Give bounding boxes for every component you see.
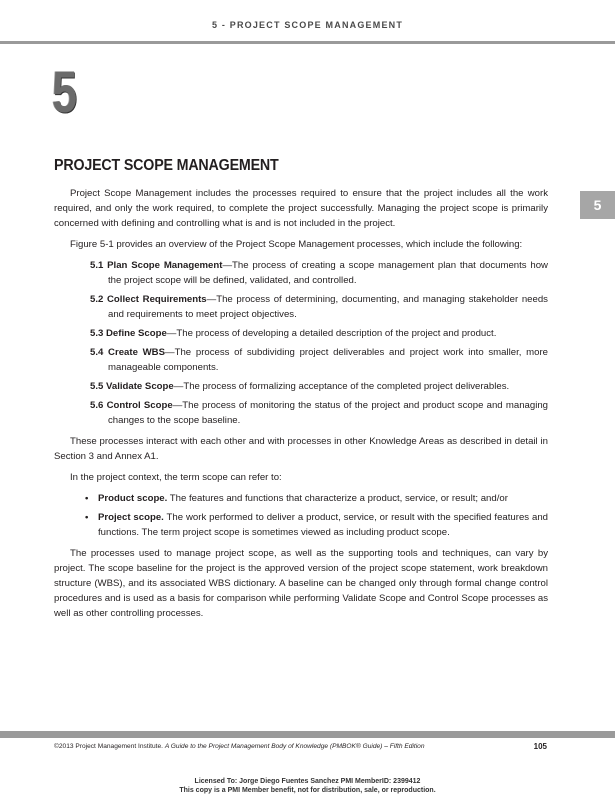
process-item	[54, 345, 548, 375]
process-term: 5.2 Collect Requirements	[90, 294, 207, 305]
bullet-description: The features and functions that characterize a product, service, or result; and/or	[167, 493, 508, 504]
overview-paragraph: Figure 5-1 provides an overview of the Project Scope Management processes, which include the following:	[70, 239, 523, 250]
process-term: 5.4 Create WBS	[90, 347, 166, 358]
copyright-holder: ©2013 Project Management Institute.	[54, 743, 163, 750]
license-line: Licensed To: Jorge Diego Fuentes Sanchez PMI MemberID: 2399412	[194, 778, 421, 785]
scope-bullet-list	[54, 491, 548, 540]
running-header: 5 - PROJECT SCOPE MANAGEMENT	[211, 20, 404, 30]
process-description: —The process of creating a scope management plan that documents how the project scope will be defined, validated, and controlled.	[108, 260, 548, 286]
bullet-icon: •	[85, 512, 89, 523]
process-list	[54, 258, 548, 428]
intro-paragraph: Project Scope Management includes the processes required to ensure that the project includes all the work required, and only the work required, to complete the project successfully. Managing the project scope is primarily concerned with defining and controlling what is and is not included in the project.	[54, 188, 548, 229]
bullet-term: Product scope.	[98, 493, 168, 504]
chapter-thumb-tab: 5	[580, 191, 615, 219]
body-text	[54, 186, 548, 627]
footer-rule	[0, 731, 615, 738]
process-term: 5.5 Validate Scope	[90, 381, 174, 392]
process-item	[54, 258, 548, 288]
bullet-item	[54, 510, 548, 540]
context-paragraph: In the project context, the term scope can refer to:	[70, 472, 282, 483]
book-title: A Guide to the Project Management Body of Knowledge (PMBOK® Guide) – Fifth Edition	[164, 743, 425, 750]
process-item	[54, 326, 548, 341]
process-term: 5.1 Plan Scope Management	[90, 260, 223, 271]
header-rule	[0, 41, 615, 44]
process-description: —The process of developing a detailed description of the project and product.	[166, 328, 497, 339]
page-number: 105	[533, 742, 547, 751]
closing-paragraph: The processes used to manage project scope, as well as the supporting tools and techniques, can vary by project. The scope baseline for the project is the approved version of the project scope statement, work breakdown structure (WBS), and its associated WBS dictionary. A baseline can be changed only through formal change control procedures and is used as a basis for comparison while performing Validate Scope and Control Scope processes as well as other controlling processes.	[54, 548, 548, 619]
interaction-paragraph: These processes interact with each other and with processes in other Knowledge Areas as described in detail in Section 3 and Annex A1.	[54, 436, 548, 462]
process-item	[54, 292, 548, 322]
bullet-item	[54, 491, 548, 506]
bullet-icon: •	[85, 493, 89, 504]
process-term: 5.3 Define Scope	[90, 328, 167, 339]
process-description: —The process of determining, documenting, and managing stakeholder needs and requirements to meet project objectives.	[108, 294, 548, 320]
process-item	[54, 379, 548, 394]
process-description: —The process of subdividing project deliverables and project work into smaller, more manageable components.	[108, 347, 548, 373]
process-item	[54, 398, 548, 428]
bullet-term: Project scope.	[98, 512, 164, 523]
process-description: —The process of monitoring the status of the project and product scope and managing changes to the scope baseline.	[108, 400, 549, 426]
license-line: This copy is a PMI Member benefit, not for distribution, sale, or reproduction.	[179, 787, 436, 794]
chapter-title: PROJECT SCOPE MANAGEMENT	[54, 157, 279, 174]
bullet-description: The work performed to deliver a product, service, or result with the specified features and functions. The term project scope is sometimes viewed as including product scope.	[98, 512, 548, 538]
chapter-number: 5	[52, 60, 78, 125]
process-term: 5.6 Control Scope	[90, 400, 173, 411]
license-notice	[0, 777, 615, 795]
process-description: —The process of formalizing acceptance of the completed project deliverables.	[173, 381, 510, 392]
copyright-line	[54, 743, 425, 750]
